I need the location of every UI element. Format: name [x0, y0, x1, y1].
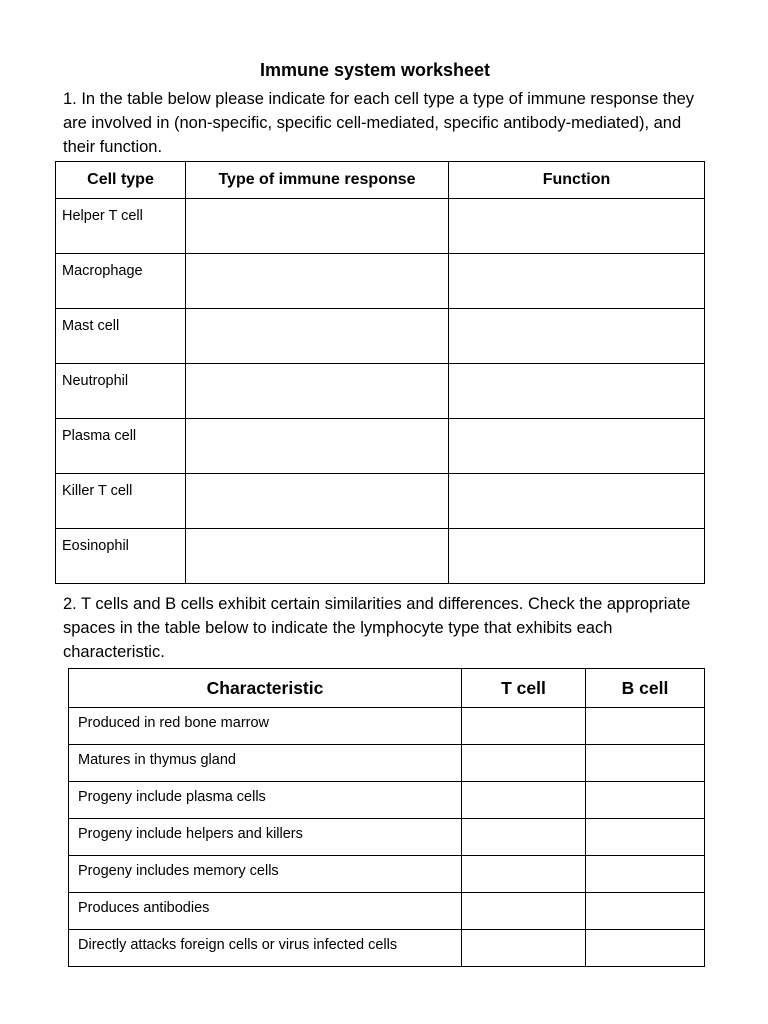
b-cell-check-cell[interactable] [586, 893, 705, 930]
b-cell-check-cell[interactable] [586, 708, 705, 745]
b-cell-check-cell[interactable] [586, 745, 705, 782]
header-immune-response: Type of immune response [186, 162, 449, 199]
b-cell-check-cell[interactable] [586, 930, 705, 967]
cell-type-label: Helper T cell [56, 199, 186, 254]
table-row [56, 474, 705, 529]
immune-response-answer-cell[interactable] [186, 309, 449, 364]
characteristic-label: Directly attacks foreign cells or virus infected cells [69, 930, 462, 967]
table-header-row [69, 669, 705, 708]
question-2-text: 2. T cells and B cells exhibit certain similarities and differences. Check the appropriate spaces in the table below to indicate the lymphocyte type that exhibits each characteristic. [63, 595, 691, 661]
cell-type-label: Neutrophil [56, 364, 186, 419]
table-row [69, 708, 705, 745]
table-row [69, 819, 705, 856]
cell-type-label: Killer T cell [56, 474, 186, 529]
table-row [69, 745, 705, 782]
table-header-row [56, 162, 705, 199]
cell-type-label: Plasma cell [56, 419, 186, 474]
characteristic-label: Produced in red bone marrow [69, 708, 462, 745]
b-cell-check-cell[interactable] [586, 856, 705, 893]
immune-response-answer-cell[interactable] [186, 199, 449, 254]
t-cell-check-cell[interactable] [462, 819, 586, 856]
immune-response-answer-cell[interactable] [186, 419, 449, 474]
b-cell-check-cell[interactable] [586, 819, 705, 856]
table-row [56, 309, 705, 364]
question-1-text: 1. In the table below please indicate for each cell type a type of immune response they are involved in (non-specific, specific cell-mediated, specific antibody-mediated), and their function. [63, 90, 695, 156]
function-answer-cell[interactable] [449, 199, 705, 254]
function-answer-cell[interactable] [449, 254, 705, 309]
table-row [56, 199, 705, 254]
table-row [69, 782, 705, 819]
characteristic-label: Progeny includes memory cells [69, 856, 462, 893]
characteristic-label: Produces antibodies [69, 893, 462, 930]
table-row [56, 529, 705, 584]
immune-response-answer-cell[interactable] [186, 364, 449, 419]
header-cell-type: Cell type [56, 162, 186, 199]
table-row [69, 893, 705, 930]
t-cell-check-cell[interactable] [462, 745, 586, 782]
table-row [69, 856, 705, 893]
function-answer-cell[interactable] [449, 309, 705, 364]
cell-type-label: Macrophage [56, 254, 186, 309]
table-row [69, 930, 705, 967]
cell-type-label: Mast cell [56, 309, 186, 364]
characteristic-label: Progeny include plasma cells [69, 782, 462, 819]
header-b-cell: B cell [586, 669, 705, 708]
page-title: Immune system worksheet [259, 60, 491, 80]
cell-type-table [55, 161, 705, 584]
characteristic-label: Progeny include helpers and killers [69, 819, 462, 856]
t-cell-check-cell[interactable] [462, 930, 586, 967]
t-cell-check-cell[interactable] [462, 708, 586, 745]
table-row [56, 364, 705, 419]
immune-response-answer-cell[interactable] [186, 529, 449, 584]
characteristic-label: Matures in thymus gland [69, 745, 462, 782]
function-answer-cell[interactable] [449, 419, 705, 474]
header-function: Function [449, 162, 705, 199]
t-cell-check-cell[interactable] [462, 893, 586, 930]
b-cell-check-cell[interactable] [586, 782, 705, 819]
table-row [56, 419, 705, 474]
table-row [56, 254, 705, 309]
function-answer-cell[interactable] [449, 474, 705, 529]
function-answer-cell[interactable] [449, 529, 705, 584]
t-cell-check-cell[interactable] [462, 782, 586, 819]
header-t-cell: T cell [462, 669, 586, 708]
t-cell-check-cell[interactable] [462, 856, 586, 893]
function-answer-cell[interactable] [449, 364, 705, 419]
immune-response-answer-cell[interactable] [186, 474, 449, 529]
cell-type-label: Eosinophil [56, 529, 186, 584]
immune-response-answer-cell[interactable] [186, 254, 449, 309]
header-characteristic: Characteristic [69, 669, 462, 708]
lymphocyte-table [68, 668, 705, 967]
